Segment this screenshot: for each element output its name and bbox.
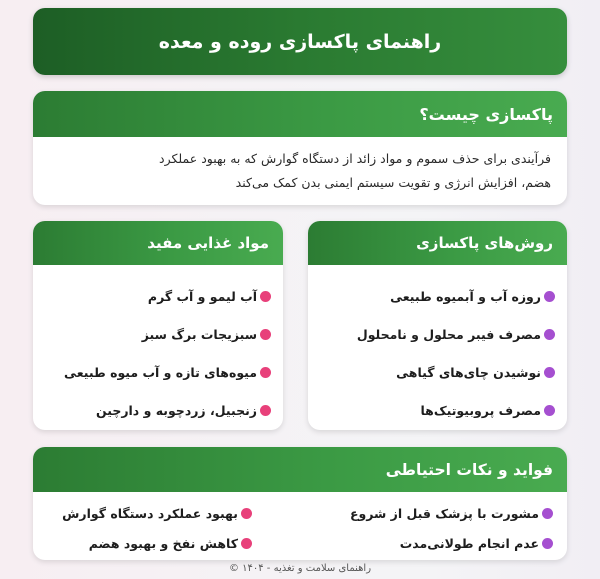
what-is-cleansing-card bbox=[33, 91, 567, 205]
description-line-2: هضم، افزایش انرژی و تقویت سیستم ایمنی بدن کمک می‌کند bbox=[235, 175, 551, 190]
benefits-list bbox=[47, 498, 300, 558]
list-item bbox=[47, 498, 252, 528]
bullet-dot-icon bbox=[260, 291, 271, 302]
methods-list bbox=[308, 265, 567, 429]
useful-foods-card bbox=[33, 221, 283, 430]
card-heading: پاکسازی چیست؟ bbox=[419, 104, 553, 124]
list-item-label: آب لیمو و آب گرم bbox=[147, 288, 257, 304]
cleansing-methods-card bbox=[308, 221, 567, 430]
list-item-label: مشورت با پزشک قبل از شروع bbox=[349, 505, 539, 521]
list-item bbox=[316, 315, 555, 353]
list-item bbox=[41, 353, 271, 391]
list-item bbox=[300, 528, 553, 558]
list-item-label: کاهش نفخ و بهبود هضم bbox=[88, 535, 238, 551]
page-title: راهنمای پاکسازی روده و معده bbox=[158, 30, 442, 53]
description-line-1: فرآیندی برای حذف سموم و مواد زائد از دستگاه گوارش که به بهبود عملکرد bbox=[159, 151, 551, 166]
footer-caption: راهنمای سلامت و تغذیه - ۱۴۰۴ © bbox=[228, 563, 372, 574]
list-item-label: میوه‌های تازه و آب میوه طبیعی bbox=[64, 364, 257, 380]
card-header bbox=[308, 221, 567, 265]
bullet-dot-icon bbox=[544, 329, 555, 340]
bullet-dot-icon bbox=[241, 508, 252, 519]
tips-grid bbox=[33, 492, 567, 558]
page-title-banner bbox=[33, 8, 567, 75]
list-item-label: مصرف فیبر محلول و نامحلول bbox=[356, 326, 541, 342]
list-item-label: زنجبیل، زردچوبه و دارچین bbox=[95, 402, 257, 418]
list-item-label: بهبود عملکرد دستگاه گوارش bbox=[62, 505, 238, 521]
bullet-dot-icon bbox=[544, 405, 555, 416]
card-heading: روش‌های پاکسازی bbox=[416, 234, 553, 252]
list-item bbox=[316, 353, 555, 391]
bullet-dot-icon bbox=[544, 291, 555, 302]
list-item-label: مصرف پروبیوتیک‌ها bbox=[420, 402, 541, 418]
list-item-label: نوشیدن چای‌های گیاهی bbox=[396, 364, 541, 380]
card-header bbox=[33, 221, 283, 265]
list-item bbox=[300, 498, 553, 528]
list-item bbox=[316, 277, 555, 315]
card-heading: مواد غذایی مفید bbox=[147, 234, 269, 252]
bullet-dot-icon bbox=[544, 367, 555, 378]
list-item bbox=[41, 277, 271, 315]
bullet-dot-icon bbox=[542, 538, 553, 549]
list-item bbox=[316, 391, 555, 429]
card-header bbox=[33, 91, 567, 137]
benefits-and-cautions-card bbox=[33, 447, 567, 560]
list-item bbox=[41, 315, 271, 353]
list-item-label: روزه آب و آبمیوه طبیعی bbox=[390, 288, 541, 304]
bullet-dot-icon bbox=[542, 508, 553, 519]
card-heading: فواید و نکات احتیاطی bbox=[385, 460, 553, 479]
bullet-dot-icon bbox=[241, 538, 252, 549]
bullet-dot-icon bbox=[260, 367, 271, 378]
list-item bbox=[47, 528, 252, 558]
cautions-list bbox=[300, 498, 553, 558]
foods-list bbox=[33, 265, 283, 429]
card-body bbox=[33, 137, 567, 195]
list-item-label: عدم انجام طولانی‌مدت bbox=[399, 535, 539, 551]
card-header bbox=[33, 447, 567, 492]
list-item-label: سبزیجات برگ سبز bbox=[141, 326, 257, 342]
bullet-dot-icon bbox=[260, 405, 271, 416]
list-item bbox=[41, 391, 271, 429]
bullet-dot-icon bbox=[260, 329, 271, 340]
